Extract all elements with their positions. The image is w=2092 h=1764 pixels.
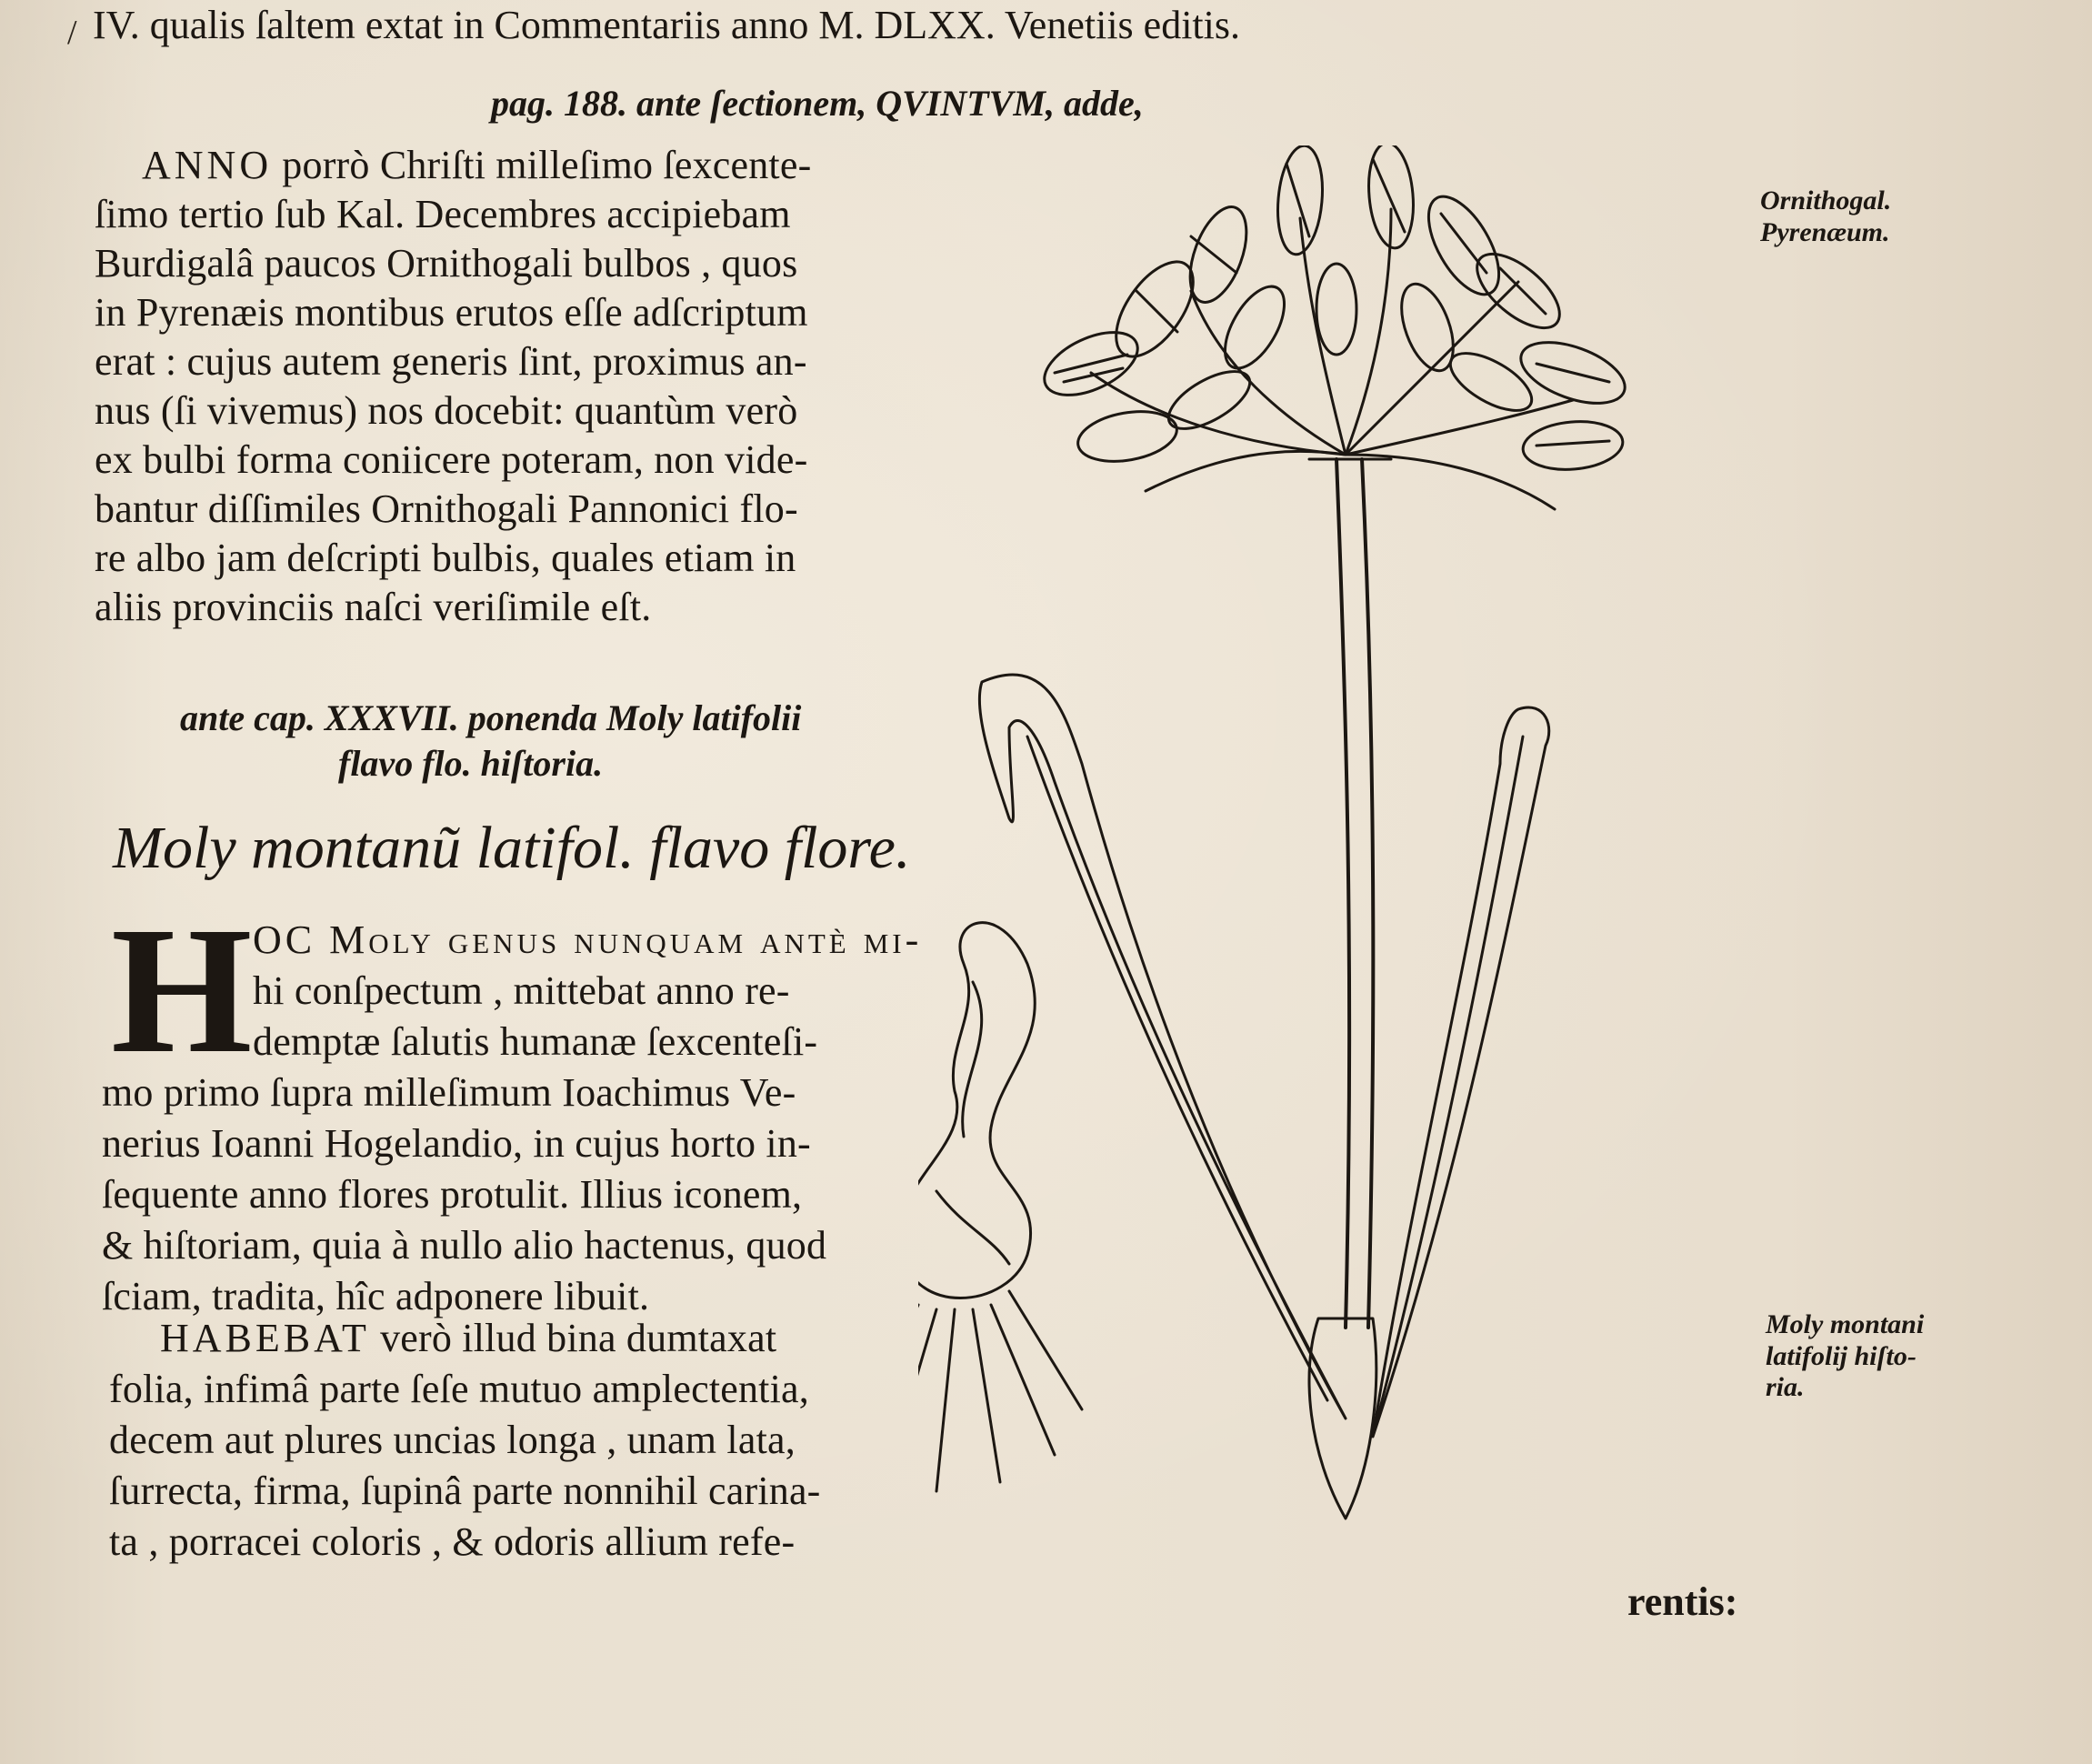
catchword: rentis: [1627,1579,1738,1624]
paragraph-line: ſciam, tradita, hîc adponere libuit. [102,1274,650,1318]
margin-note-line: Moly montani [1766,1309,1925,1339]
margin-note-line: latifolij hiſto- [1766,1340,1917,1371]
bulb [918,923,1082,1491]
paragraph-lead-word: HABEBAT [160,1316,370,1360]
plant-stem [1336,459,1349,1328]
margin-note-moly [1766,1309,1924,1404]
margin-note-line: Ornithogal. [1760,185,1892,215]
paragraph-line: mo primo ſupra milleſimum Ioachimus Ve- [102,1070,796,1115]
drop-cap: H [111,890,253,1091]
paragraph-line: decem aut plures uncias longa , unam lata, [109,1418,796,1462]
paragraph-line: ſimo tertio ſub Kal. Decembres accipiebam [95,192,791,236]
paragraph-line: folia, infimâ parte ſeſe mutuo amplectentia, [109,1367,809,1411]
paragraph-line [253,917,923,962]
margin-note-line: ria. [1766,1372,1805,1402]
paragraph-line: bantur diſſimiles Ornithogali Pannonici flo- [95,486,798,531]
paragraph-line: ſequente anno flores protulit. Illius iconem, [102,1172,803,1217]
page-reference-note: pag. 188. ante ſectionem, QVINTVM, adde, [491,83,1144,124]
paragraph-line: ex bulbi forma coniicere poteram, non vide- [95,437,808,482]
paragraph-line: nus (ſi vivemus) nos docebit: quantùm verò [95,388,798,433]
paragraph-line: Burdigalâ paucos Ornithogali bulbos , quos [95,241,798,286]
paragraph-line: ſurrecta, firma, ſupinâ parte nonnihil carina- [109,1468,821,1513]
chapter-note-line-1: ante cap. XXXVII. ponenda Moly latifolii [180,697,802,738]
left-leaf [979,675,1346,1418]
paragraph-line: hi conſpectum , mittebat anno re- [253,968,790,1013]
paragraph-line: nerius Ioanni Hogelandio, in cujus horto in- [102,1121,811,1166]
chapter-note-line-2: flavo flo. hiſtoria. [338,743,604,784]
margin-slash-mark: / [67,14,77,52]
running-head: IV. qualis ſaltem extat in Commentariis anno M. DLXX. Venetiis editis. [93,3,1240,47]
paragraph-line: demptæ ſalutis humanæ ſexcenteſi- [253,1019,818,1064]
line-text: OC Moly genus nunquam antè mi- [253,917,923,962]
line-text: verò illud bina dumtaxat [369,1316,777,1360]
paragraph-line [142,145,811,185]
paragraph-line: & hiſtoriam, quia à nullo alio hactenus, quod [102,1223,827,1268]
paragraph-lead-word: ANNO [142,143,273,187]
margin-note-line: Pyrenæum. [1760,216,1890,247]
paragraph-line: in Pyrenæis montibus erutos eſſe adſcriptum [95,290,808,335]
paragraph-line [160,1318,776,1358]
section-title: Moly montanũ latifol. flavo flore. [113,815,911,881]
paragraph-line: aliis provinciis naſci veriſimile eſt. [95,585,652,629]
margin-note-ornithogal [1760,185,1891,248]
paragraph-line: ta , porracei coloris , & odoris allium refe- [109,1519,796,1564]
line-text: porrò Chriſti milleſimo ſexcente- [272,143,812,187]
flower-umbel [1035,145,1633,509]
paragraph-line: erat : cujus autem generis ſint, proximus an- [95,339,807,384]
plant-woodcut-illustration [918,145,1691,1564]
paragraph-line: re albo jam deſcripti bulbis, quales etiam in [95,536,796,580]
